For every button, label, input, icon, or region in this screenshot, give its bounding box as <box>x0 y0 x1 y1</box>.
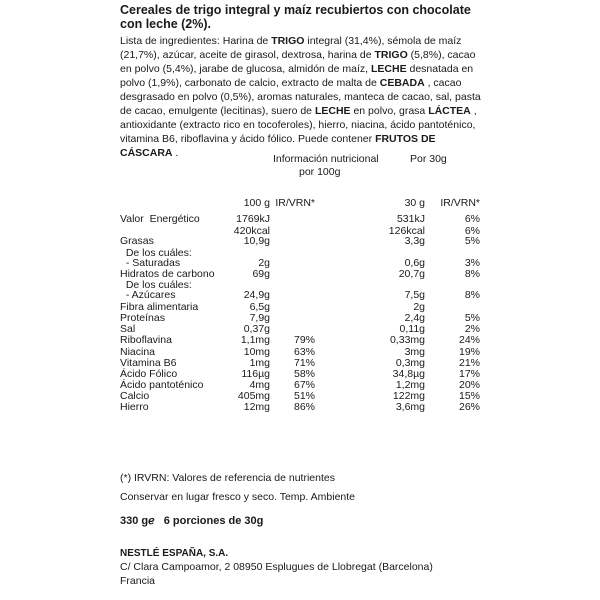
value-per-100g: 420kcal <box>233 225 270 237</box>
value-per-30g: 3,6mg <box>395 401 425 413</box>
irvrn-per-30g: 6% <box>464 225 480 237</box>
col-30g-header: 30 g <box>404 197 425 209</box>
net-weight-line <box>120 514 263 528</box>
nutrient-label: Fibra alimentaria <box>120 301 199 313</box>
ingredients-text: Lista de ingredientes: Harina de <box>120 35 272 47</box>
value-per-30g: 7,5g <box>404 289 425 301</box>
nutrient-label: Ácido Fólico <box>120 368 178 380</box>
value-per-100g: 10,9g <box>243 235 270 247</box>
value-per-30g: 2g <box>413 301 425 313</box>
nutrient-label: De los cuáles: <box>120 247 192 259</box>
value-per-30g: 0,3mg <box>395 357 425 369</box>
value-per-30g: 126kcal <box>388 225 425 237</box>
ingredients-text: integral (31,4%), sémola de maíz (21,7%), azúcar, aceite de girasol, dextrosa, harina de <box>120 35 462 61</box>
value-per-30g: 34,8µg <box>392 368 425 380</box>
value-per-30g: 122mg <box>392 390 425 402</box>
ingredients-text: . <box>172 147 179 159</box>
nutrient-label: De los cuáles: <box>120 279 192 291</box>
product-title: Cereales de trigo integral y maíz recubiertos con chocolate con leche (2%). <box>120 3 471 31</box>
net-weight: 330 g <box>120 515 149 527</box>
value-per-100g: 12mg <box>243 401 270 413</box>
nutrient-label: Hidratos de carbono <box>120 268 215 280</box>
per-serving-label: Por 30g <box>410 153 447 165</box>
irvrn-per-100g: 71% <box>293 357 315 369</box>
allergen-highlight: TRIGO <box>374 49 408 61</box>
ingredients-text: en polvo, grasa <box>350 105 429 117</box>
net-weight-mark: ℯ <box>148 515 155 527</box>
irvrn-per-30g: 15% <box>458 390 480 402</box>
irvrn-per-100g: 67% <box>293 379 315 391</box>
value-per-30g: 3mg <box>404 346 425 358</box>
irvrn-per-100g: 86% <box>293 401 315 413</box>
irvrn-per-30g: 5% <box>464 312 480 324</box>
value-per-100g: 1,1mg <box>240 334 270 346</box>
nutrient-label: Niacina <box>120 346 156 358</box>
nutrient-label: Vitamina B6 <box>120 357 177 369</box>
nutrient-label: Calcio <box>120 390 150 402</box>
irvrn-per-100g: 51% <box>293 390 315 402</box>
value-per-30g: 3,3g <box>404 235 425 247</box>
nutrient-label: Sal <box>120 323 136 335</box>
nutrient-label: - Saturadas <box>120 257 181 269</box>
value-per-100g: 69g <box>252 268 270 280</box>
irvrn-per-30g: 8% <box>464 289 480 301</box>
value-per-30g: 0,6g <box>404 257 425 269</box>
value-per-30g: 0,33mg <box>389 334 425 346</box>
irvrn-per-30g: 2% <box>464 323 480 335</box>
nutrient-label: - Azúcares <box>120 289 176 301</box>
value-per-100g: 4mg <box>249 379 270 391</box>
irvrn-per-30g: 20% <box>458 379 480 391</box>
nutrition-info-label-line2: por 100g <box>299 166 341 178</box>
value-per-100g: 24,9g <box>243 289 270 301</box>
value-per-100g: 1mg <box>249 357 270 369</box>
allergen-highlight: CEBADA <box>379 77 425 89</box>
irvrn-per-100g: 79% <box>293 334 315 346</box>
nutrition-column-headers <box>120 196 480 210</box>
irvrn-per-30g: 5% <box>464 235 480 247</box>
irvrn-per-100g: 63% <box>293 346 315 358</box>
value-per-100g: 7,9g <box>249 312 270 324</box>
value-per-30g: 0,11g <box>399 323 425 335</box>
irvrn-per-30g: 8% <box>464 268 480 280</box>
nutrient-label: Grasas <box>120 235 154 247</box>
nutrient-label: Valor Energético <box>120 213 200 225</box>
company-name: NESTLÉ ESPAÑA, S.A. <box>120 548 229 559</box>
allergen-highlight: LECHE <box>314 105 351 117</box>
value-per-100g: 2g <box>258 257 270 269</box>
ingredients-list <box>120 34 490 160</box>
value-per-100g: 0,37g <box>243 323 270 335</box>
irvrn-per-30g: 21% <box>458 357 480 369</box>
col-irvrn-30-header: IR/VRN* <box>440 197 480 209</box>
nutrient-label: Hierro <box>120 401 149 413</box>
irvrn-per-30g: 17% <box>458 368 480 380</box>
ingredients-text: , antioxidante (extracto rico en tocoferoles), hierro, niacina, ácido pantoténico, vitamina B6, riboflavina y ácido fólico. Puede contener <box>120 105 477 145</box>
company-country: Francia <box>120 575 156 587</box>
ingredients-text: , cacao desgrasado en polvo (0,5%), aromas naturales, manteca de cacao, sal, pasta de cacao, emulgente (lecitinas), suero de <box>120 77 481 117</box>
irvrn-per-30g: 19% <box>458 346 480 358</box>
irvrn-per-30g: 24% <box>458 334 480 346</box>
nutrient-label: Ácido pantoténico <box>120 379 204 391</box>
irvrn-per-30g: 6% <box>464 213 480 225</box>
nutrient-label: Riboflavina <box>120 334 172 346</box>
nutrition-info-label-line1: Información nutricional <box>273 153 379 165</box>
value-per-30g: 1,2mg <box>395 379 425 391</box>
ingredients-text: desnatada en polvo (1,9%), carbonato de calcio, extracto de malta de <box>120 63 474 89</box>
servings: 6 porciones de 30g <box>163 515 264 527</box>
irvrn-per-100g: 58% <box>293 368 315 380</box>
nutrition-info-label <box>273 153 379 179</box>
allergen-highlight: LÁCTEA <box>428 105 471 117</box>
footnote: (*) IRVRN: Valores de referencia de nutrientes <box>120 472 335 484</box>
allergen-highlight: TRIGO <box>271 35 305 47</box>
company-address: C/ Clara Campoamor, 2 08950 Esplugues de Llobregat (Barcelona) <box>120 561 433 573</box>
storage-info: Conservar en lugar fresco y seco. Temp. Ambiente <box>120 491 356 503</box>
nutrient-label: Proteínas <box>120 312 165 324</box>
value-per-100g: 116µg <box>241 368 270 380</box>
irvrn-per-30g: 26% <box>458 401 480 413</box>
ingredients-text: (5,8%), cacao en polvo (5,4%), jarabe de glucosa, almidón de maíz, <box>120 49 476 75</box>
value-per-100g: 1769kJ <box>236 213 270 225</box>
col-100g-header: 100 g <box>243 197 270 209</box>
col-irvrn-100-header: IR/VRN* <box>275 197 315 209</box>
value-per-100g: 6,5g <box>249 301 270 313</box>
nutrition-row <box>120 400 480 414</box>
value-per-100g: 10mg <box>243 346 270 358</box>
irvrn-per-30g: 3% <box>464 257 480 269</box>
allergen-highlight: LECHE <box>370 63 407 75</box>
value-per-30g: 20,7g <box>398 268 425 280</box>
allergen-highlight: FRUTOS DE CÁSCARA <box>120 133 436 159</box>
value-per-30g: 2,4g <box>404 312 425 324</box>
value-per-100g: 405mg <box>237 390 270 402</box>
value-per-30g: 531kJ <box>396 213 425 225</box>
